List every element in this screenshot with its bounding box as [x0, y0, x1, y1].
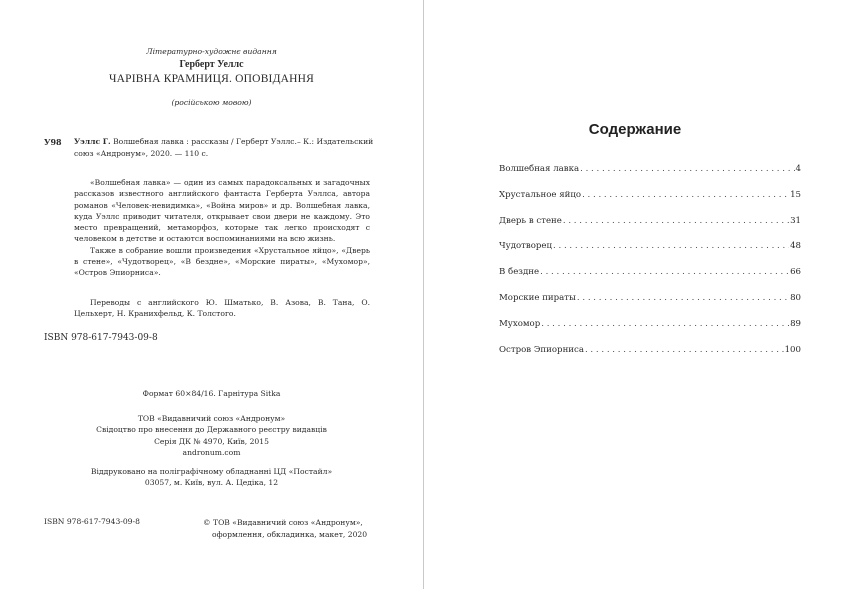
printer-line: Віддруковано на поліграфічному обладнанні ЦД «Постайл»: [90, 467, 333, 476]
publisher-info: [0, 413, 423, 458]
toc-item-label: Морские пираты: [499, 292, 576, 303]
publisher-line: ТОВ «Видавничий союз «Андронум»: [137, 414, 286, 423]
toc-item: [499, 164, 801, 190]
table-of-contents: [499, 164, 801, 370]
right-page: [424, 0, 846, 589]
toc-item-page: 15: [790, 189, 801, 200]
toc-item-page: 31: [790, 215, 801, 226]
printer-info: [0, 466, 423, 489]
edition-type: Літературно-художнє видання: [146, 47, 277, 56]
annotation-paragraph: «Волшебная лавка» — один из самых парадоксальных и загадочных рассказов известного английского фантаста Герберта Уэллса, автора романов «Человек-невидимка», «Война миров» и др. Волшебная лавка, куда Уэллс приводит читателя, открывает свои двери не каждому. Это место превращений, метаморфоз, которые так легко происходят с человеком в детстве и остаются воспоминаниями на всю жизнь.: [74, 178, 370, 244]
toc-item: [499, 241, 801, 267]
toc-leader: [563, 216, 789, 226]
toc-item-label: Дверь в стене: [499, 215, 562, 226]
toc-item-page: 48: [790, 241, 801, 252]
bibliographic-author: Уэллс Г.: [74, 137, 111, 146]
author-name: Герберт Уеллс: [179, 59, 244, 70]
toc-item-label: В бездне: [499, 267, 540, 278]
annotation: [74, 177, 370, 279]
toc-leader: [540, 267, 789, 277]
format-line: Формат 60×84/16. Гарнітура Sitka: [142, 389, 281, 398]
toc-item: [499, 293, 801, 319]
bibliographic-line-2: союз «Андронум», 2020. — 110 с.: [74, 148, 209, 158]
toc-leader: [553, 241, 789, 251]
publisher-line: Серія ДК № 4970, Київ, 2015: [154, 436, 269, 446]
toc-item-page: 4: [795, 164, 801, 174]
translators-note: Переводы с английского Ю. Шматько, В. Азова, В. Тана, О. Цельхерт, Н. Кранихфельд, К. Толстого.: [74, 298, 370, 319]
toc-item-page: 89: [790, 318, 801, 329]
copyright-line: оформлення, обкладинка, макет, 2020: [212, 529, 368, 539]
toc-leader: [580, 164, 794, 174]
printer-line: 03057, м. Київ, вул. А. Цедіка, 12: [144, 478, 279, 488]
toc-item-label: Чудотворец: [499, 241, 553, 252]
copyright-notice: [203, 517, 367, 540]
publisher-line: Свідоцтво про внесення до Державного реєстру видавців: [96, 425, 327, 435]
toc-item: [499, 345, 801, 371]
toc-item-page: 100: [784, 344, 801, 355]
toc-item: [499, 216, 801, 242]
toc-item-page: 80: [790, 292, 801, 303]
udc-code: У98: [44, 137, 62, 147]
language-note: (російською мовою): [171, 98, 252, 107]
toc-title: Содержание: [588, 121, 682, 138]
toc-item-label: Остров Эпиорниса: [499, 344, 584, 355]
toc-leader: [541, 319, 789, 329]
annotation-paragraph: Также в собрание вошли произведения «Хрустальное яйцо», «Дверь в стене», «Чудотворец», «В бездне», «Морские пираты», «Мухомор», «Остров Эпиорниса».: [74, 245, 370, 278]
toc-item-page: 66: [790, 267, 801, 278]
toc-item-label: Хрустальное яйцо: [499, 189, 582, 200]
toc-item: [499, 319, 801, 345]
toc-leader: [577, 293, 789, 303]
toc-leader: [582, 190, 789, 200]
publisher-website: andronum.com: [182, 447, 241, 457]
toc-item-label: Мухомор: [499, 318, 541, 329]
bibliographic-record: [74, 136, 374, 159]
isbn-main: ISBN 978-617-7943-09-8: [44, 333, 158, 343]
bibliographic-line-1: Волшебная лавка : рассказы / Герберт Уэллс.– К.: Издательский: [110, 137, 374, 146]
toc-item: [499, 267, 801, 293]
toc-leader: [585, 345, 784, 355]
copyright-line: © ТОВ «Видавничий союз «Андронум»,: [203, 518, 363, 527]
isbn-bottom: ISBN 978-617-7943-09-8: [44, 517, 140, 526]
book-title: ЧАРІВНА КРАМНИЦЯ. ОПОВІДАННЯ: [108, 73, 315, 85]
toc-item-label: Волшебная лавка: [499, 164, 580, 174]
toc-item: [499, 190, 801, 216]
